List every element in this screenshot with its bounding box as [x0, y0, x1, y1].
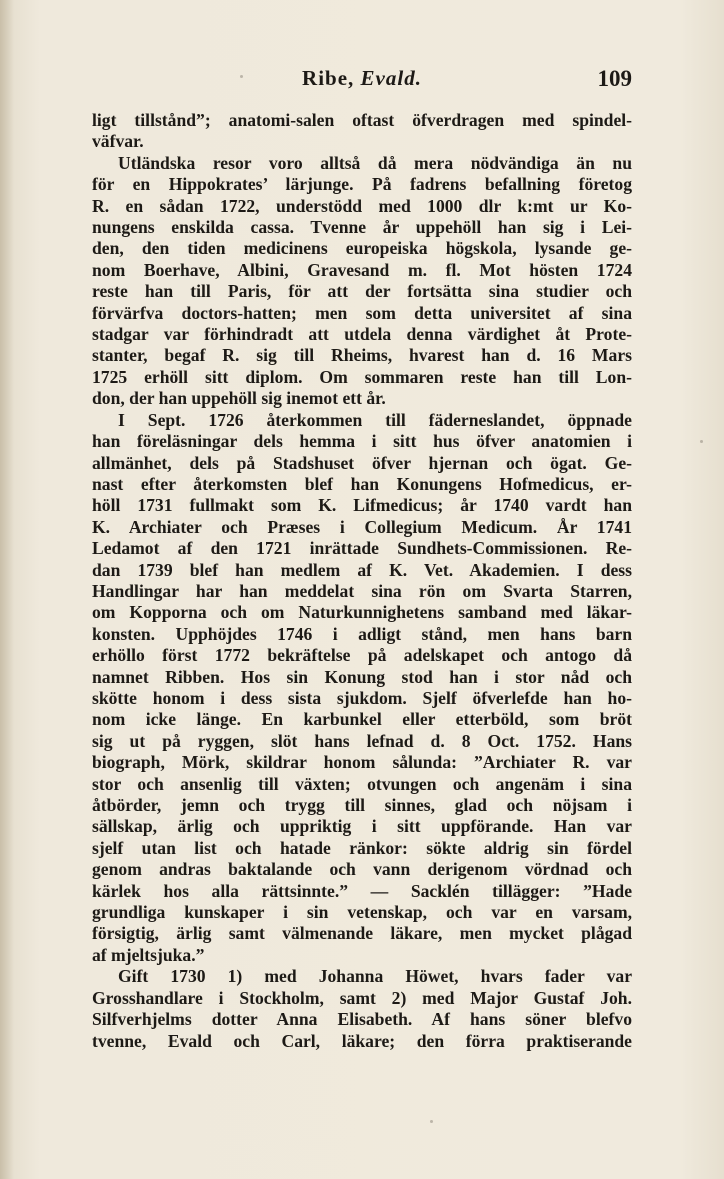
paper-speck — [430, 1120, 433, 1123]
text-line: 1725 erhöll sitt diplom. Om sommaren reste han till Lon- — [92, 366, 632, 387]
text-line: ligt tillstånd”; anatomi-salen oftast öfverdragen med spindel- — [92, 110, 632, 130]
text-line: om Kopporna och om Naturkunnighetens samband med läkar- — [92, 602, 632, 623]
text-line: konsten. Upphöjdes 1746 i adligt stånd, men hans barn — [92, 623, 632, 644]
text-line: stadgar var förhindradt att utdela denna värdighet åt Prote- — [92, 324, 632, 345]
text-line: nom icke länge. En karbunkel eller etterböld, som bröt — [92, 709, 632, 730]
running-head — [92, 66, 632, 91]
page-edge-shadow — [0, 0, 14, 1179]
text-line: Utländska resor voro alltså då mera nödvändiga än nu — [118, 152, 632, 173]
text-line: reste han till Paris, för att der fortsätta sina studier och — [92, 281, 632, 302]
text-line: af mjeltsjuka.” — [92, 944, 205, 965]
paragraph-3 — [92, 410, 632, 431]
text-line: Handlingar har han meddelat sina rön om Svarta Starren, — [92, 580, 632, 601]
page-number: 109 — [597, 66, 632, 91]
text-line: Grosshandlare i Stockholm, samt 2) med Major Gustaf Joh. — [92, 987, 632, 1008]
running-head-given-name: Evald. — [360, 66, 422, 90]
paragraph-2-cont — [92, 174, 632, 409]
text-line: åtbörder, jemn och trygg till sinnes, glad och nöjsam i — [92, 795, 632, 816]
text-line: försigtig, ärlig samt välmenande läkare, men mycket plågad — [92, 923, 632, 944]
text-line: höll 1731 fullmakt som K. Lifmedicus; år 1740 vardt han — [92, 495, 632, 516]
text-line: skötte honom i dess sista sjukdom. Sjelf öfverlefde han ho- — [92, 688, 632, 708]
text-line: dan 1739 blef han medlem af K. Vet. Akademien. I dess — [92, 559, 632, 580]
text-line: sällskap, ärlig och uppriktig i sitt uppförande. Han var — [92, 816, 632, 837]
text-line: nast efter återkomsten blef han Konungens Hofmedicus, er- — [92, 473, 632, 494]
text-line: nom Boerhave, Albini, Gravesand m. fl. Mot hösten 1724 — [92, 259, 632, 280]
running-head-surname: Ribe, — [302, 66, 355, 90]
text-line: nungens enskilda cassa. Tvenne år uppehöll han sig i Lei- — [92, 217, 632, 238]
text-line: I Sept. 1726 återkommen till fäderneslandet, öppnade — [118, 409, 632, 430]
text-line: R. en sådan 1722, understödd med 1000 dlr k:mt ur Ko- — [92, 195, 632, 216]
paragraph-4-cont — [92, 988, 632, 1052]
text-line: sjelf utan list och hatade ränkor: sökte aldrig sin fördel — [92, 837, 632, 858]
paper-speck — [700, 440, 703, 443]
text-line: namnet Ribben. Hos sin Konung stod han i stor nåd och — [92, 666, 632, 687]
paragraph-4 — [92, 966, 632, 987]
text-line: Gift 1730 1) med Johanna Höwet, hvars fader var — [118, 966, 632, 987]
text-line: erhöllo först 1772 bekräftelse på adelskapet och antogo då — [92, 645, 632, 666]
paper-speck — [240, 75, 243, 78]
text-line: grundliga kunskaper i sin vetenskap, och var en varsam, — [92, 902, 632, 923]
paragraph-1 — [92, 110, 632, 153]
text-line: don, der han uppehöll sig inemot ett år. — [92, 388, 386, 409]
paragraph-2 — [92, 153, 632, 174]
text-line: K. Archiater och Præses i Collegium Medicum. År 1741 — [92, 516, 632, 537]
text-line: allmänhet, dels på Stadshuset öfver hjernan och ögat. Ge- — [92, 452, 632, 473]
paragraph-3-cont — [92, 431, 632, 966]
text-line: stanter, begaf R. sig till Rheims, hvarest han d. 16 Mars — [92, 345, 632, 366]
text-line: kärlek hos alla rättsinnte.” — Sacklén tillägger: ”Hade — [92, 880, 632, 901]
text-line: biograph, Mörk, skildrar honom sålunda: ”Archiater R. var — [92, 752, 632, 773]
text-line: Silfverhjelms dotter Anna Elisabeth. Af hans söner blefvo — [92, 1009, 632, 1030]
text-line: väfvar. — [92, 131, 144, 152]
text-line: han föreläsningar dels hemma i sitt hus öfver anatomien i — [92, 431, 632, 452]
text-line: tvenne, Evald och Carl, läkare; den förra praktiserande — [92, 1030, 632, 1051]
text-line: Ledamot af den 1721 inrättade Sundhets-Commissionen. Re- — [92, 538, 632, 559]
text-line: den, den tiden medicinens europeiska högskola, lysande ge- — [92, 238, 632, 259]
text-line: genom andras baktalande och vann derigenom vördnad och — [92, 859, 632, 880]
text-line: sig ut på ryggen, slöt hans lefnad d. 8 Oct. 1752. Hans — [92, 730, 632, 751]
text-line: för en Hippokrates’ lärjunge. På fadrens befallning företog — [92, 174, 632, 195]
page-header — [92, 66, 632, 96]
body-text — [92, 110, 632, 1052]
text-line: stor och ansenlig till växten; otvungen och angenäm i sina — [92, 773, 632, 794]
text-line: förvärfva doctors-hatten; men som detta universitet af sina — [92, 302, 632, 323]
